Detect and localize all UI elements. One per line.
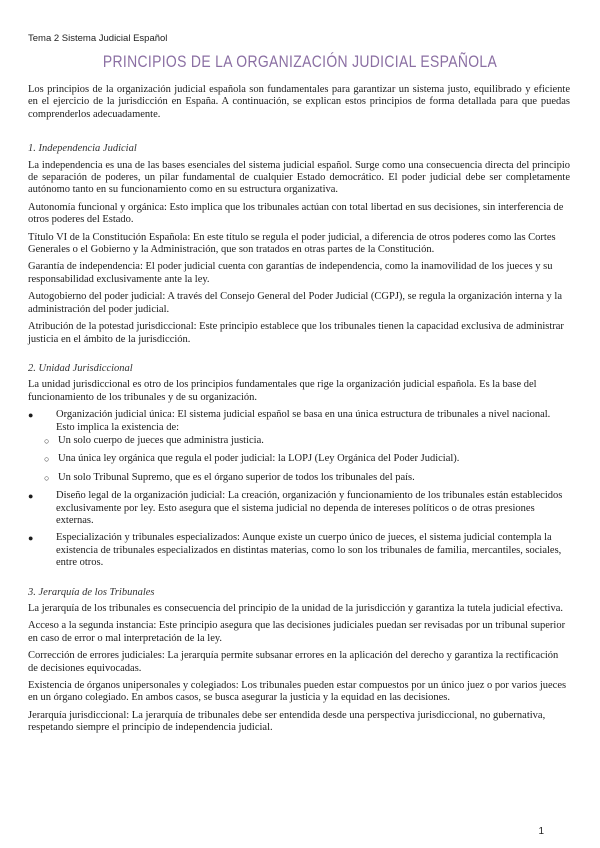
section-paragraph: Jerarquía jurisdiccional: La jerarquía de tribunales debe ser entendida desde una perspectiva jurisdiccional, no gubernativa, respetando siempre el principio de independencia judicial.: [28, 709, 546, 734]
page-number: 1: [538, 826, 544, 837]
bullet-text: Organización judicial única: El sistema judicial español se basa en una única estructura de tribunales a nivel nacional. Esto implica la existencia de:: [56, 409, 551, 433]
document-body: [28, 84, 570, 740]
circle-bullet-icon: ○: [44, 472, 50, 483]
sub-bullet-item: [44, 435, 570, 447]
bullet-text: Especialización y tribunales especializados: Aunque existe un cuerpo único de jueces, el sistema judicial contempla la existencia de tribunales especializados en distintas materias, como lo son los tribunales de familia, mercantiles, sociales, entre otros.: [56, 532, 562, 569]
section-paragraph: Título VI de la Constitución Española: En este título se regula el poder judicial, a diferencia de otros poderes como las Cortes Generales o el Gobierno y la Administración, que son tratados en otras partes de la Constitución.: [28, 231, 556, 256]
sub-bullet-text: Un solo Tribunal Supremo, que es el órgano superior de todos los tribunales del país.: [58, 471, 415, 483]
circle-bullet-icon: ○: [44, 435, 50, 446]
section-paragraph: Acceso a la segunda instancia: Este principio asegura que las decisiones judiciales puedan ser revisadas por un tribunal superior en caso de error o mal interpretación de la ley.: [28, 620, 566, 644]
document-header: Tema 2 Sistema Judicial Español: [28, 33, 168, 44]
section-paragraph: Garantía de independencia: El poder judicial cuenta con garantías de independencia, como la inamovilidad de los jueces y su responsabilidad exclusivamente ante la ley.: [28, 261, 553, 285]
bullet-icon: ●: [28, 410, 34, 421]
section-paragraph: Autonomía funcional y orgánica: Esto implica que los tribunales actúan con total libertad en sus decisiones, sin interferencia de otros poderes del Estado.: [28, 201, 564, 226]
sub-bullet-text: Un solo cuerpo de jueces que administra justicia.: [58, 434, 264, 446]
section-heading-independencia: 1. Independencia Judicial: [28, 143, 137, 155]
intro-paragraph: Los principios de la organización judicial española son fundamentales para garantizar un sistema justo, equilibrado y eficiente en el ejercicio de la jurisdicción en España. A continuación, se explican estos principios de forma detallada para que puedas comprenderlos adecuadamente.: [28, 84, 570, 120]
sub-bullet-item: [44, 453, 570, 465]
sub-bullet-text: Una única ley orgánica que regula el poder judicial: la LOPJ (Ley Orgánica del Poder Judicial).: [58, 453, 460, 465]
section-paragraph: Corrección de errores judiciales: La jerarquía permite subsanar errores en la aplicación del derecho y garantiza la rectificación de decisiones equivocadas.: [28, 650, 559, 674]
bullet-icon: ●: [28, 533, 34, 544]
section-heading-jerarquia: 3. Jerarquía de los Tribunales: [28, 586, 155, 598]
bullet-item: [28, 532, 570, 569]
section-intro: La unidad jurisdiccional es otro de los principios fundamentales que rige la organización judicial española. Es la base del funcionamiento de los tribunales y de su organización.: [28, 379, 537, 403]
bullet-icon: ●: [28, 491, 34, 502]
bullet-item: [28, 490, 570, 527]
section-paragraph: Existencia de órganos unipersonales y colegiados: Los tribunales pueden estar compuestos por un único juez o por varios jueces en un órgano colegiado. En ambos casos, se busca asegurar la justicia y la equidad en las decisiones.: [28, 680, 567, 704]
bullet-item: [28, 409, 570, 434]
page-title: PRINCIPIOS DE LA ORGANIZACIÓN JUDICIAL ESPAÑOLA: [102, 52, 498, 71]
section-intro: La jerarquía de los tribunales es consecuencia del principio de la unidad de la jurisdicción y garantiza la tutela judicial efectiva.: [28, 603, 563, 614]
bullet-text: Diseño legal de la organización judicial: La creación, organización y funcionamiento de los tribunales están establecidos exclusivamente por ley. Esto asegura que el sistema judicial no dependa de intereses políticos o de otras presiones externas.: [56, 490, 563, 526]
section-intro: La independencia es una de las bases esenciales del sistema judicial español. Surge como una consecuencia directa del principio de separación de poderes, un pilar fundamental de cualquier Estado democrático. El poder judicial debe ser completamente autónomo tanto en su funcionamiento como en su estructura organizativa.: [28, 159, 570, 196]
sub-bullet-item: [44, 472, 570, 484]
section-heading-unidad: 2. Unidad Jurisdiccional: [28, 362, 133, 374]
section-paragraph: Autogobierno del poder judicial: A través del Consejo General del Poder Judicial (CGPJ), se regula la organización interna y la administración del poder judicial.: [28, 291, 562, 315]
circle-bullet-icon: ○: [44, 454, 50, 465]
section-paragraph: Atribución de la potestad jurisdiccional: Este principio establece que los tribunales tienen la capacidad exclusiva de administrar justicia en el ámbito de la jurisdicción.: [28, 321, 564, 345]
